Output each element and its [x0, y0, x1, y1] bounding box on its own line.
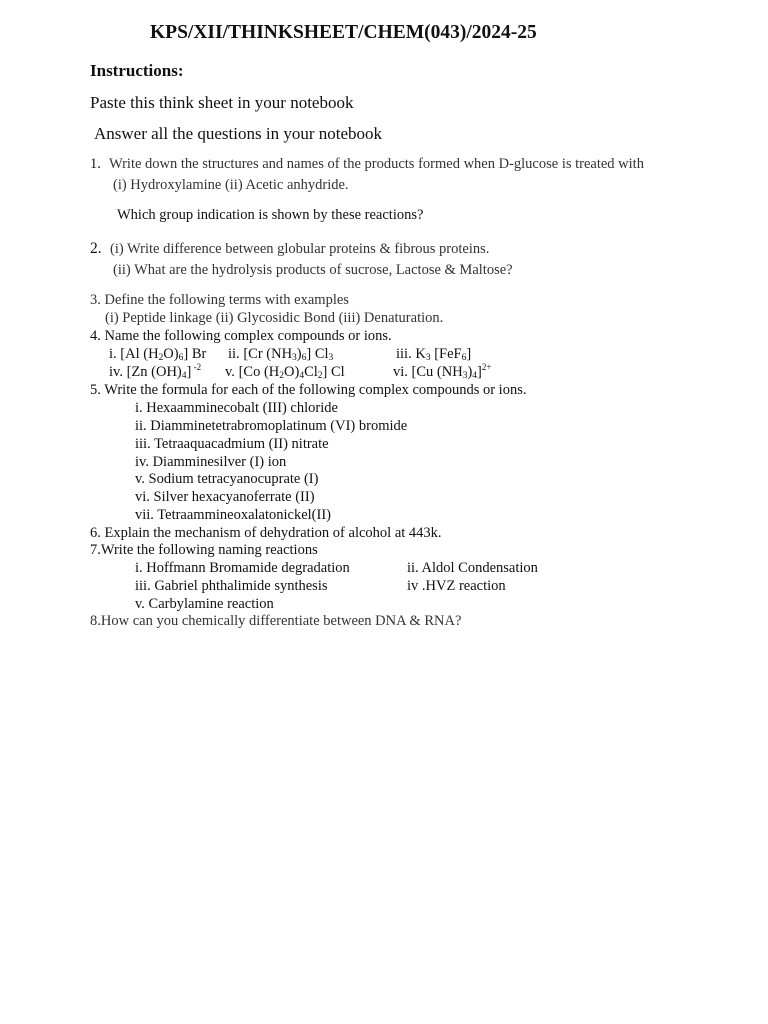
instruction-2: Answer all the questions in your notebook [94, 124, 383, 143]
subscript: 2 [317, 371, 323, 381]
document-title: KPS/XII/THINKSHEET/CHEM(043)/2024-25 [150, 22, 537, 43]
question-7-text: 7.Write the following naming reactions [90, 542, 318, 558]
subscript: 3 [328, 353, 334, 363]
subscript: 2 [279, 371, 284, 381]
q7-item: ii. Aldol Condensation [407, 560, 538, 576]
instruction-1: Paste this think sheet in your notebook [90, 93, 354, 112]
question-4-text: 4. Name the following complex compounds or ions. [90, 328, 392, 344]
q5-item: vii. Tetraammineoxalatonickel(II) [135, 507, 331, 523]
q5-item: vi. Silver hexacyanoferrate (II) [135, 489, 315, 505]
question-2-number: 2. [90, 240, 102, 257]
formula-part: [Zn (OH) [126, 364, 182, 380]
question-6-text: 6. Explain the mechanism of dehydration of alcohol at 443k. [90, 525, 442, 541]
subscript: 4 [472, 371, 478, 381]
q7-item: i. Hoffmann Bromamide degradation [135, 560, 350, 576]
superscript-charge: -2 [191, 362, 202, 372]
formula-part: ] Br [183, 346, 207, 362]
complex-item-iii [396, 345, 471, 363]
q5-item: ii. Diamminetetrabromoplatinum (VI) bromide [135, 418, 408, 434]
item-label: ii. [228, 346, 240, 362]
superscript-charge: 2+ [481, 362, 492, 372]
formula-part: ] Cl [322, 364, 345, 380]
question-3-parts: (i) Peptide linkage (ii) Glycosidic Bond (iii) Denaturation. [105, 310, 444, 326]
q5-item: i. Hexaamminecobalt (III) chloride [135, 400, 338, 416]
formula-part: O) [163, 346, 179, 362]
question-8-text: 8.How can you chemically differentiate between DNA & RNA? [90, 613, 462, 629]
subscript: 3 [462, 371, 468, 381]
formula-part: [FeF [430, 346, 462, 362]
item-label: iii. [396, 346, 412, 362]
formula-part: ] Cl [306, 346, 329, 362]
question-2-part-1: (i) Write difference between globular proteins & fibrous proteins. [110, 241, 490, 257]
formula-part: ] [466, 346, 472, 362]
question-1-followup: Which group indication is shown by these reactions? [117, 207, 424, 223]
question-1-number: 1. [90, 156, 101, 172]
q5-item: v. Sodium tetracyanocuprate (I) [135, 471, 319, 487]
subscript: 4 [181, 371, 187, 381]
subscript: 4 [299, 371, 305, 381]
complex-item-iv [109, 363, 201, 381]
question-5-text: 5. Write the formula for each of the following complex compounds or ions. [90, 382, 527, 398]
formula-part: ) [296, 346, 302, 362]
subscript: 3 [425, 353, 431, 363]
item-label: vi. [393, 364, 408, 380]
formula-part: [Cr (NH [243, 346, 293, 362]
formula-part: ] [477, 364, 482, 380]
subscript: 6 [178, 353, 184, 363]
q7-item: iii. Gabriel phthalimide synthesis [135, 578, 328, 594]
formula-part: [Al (H [120, 346, 159, 362]
question-2-part-2: (ii) What are the hydrolysis products of sucrose, Lactose & Maltose? [113, 262, 513, 278]
formula-part: K [415, 346, 426, 362]
complex-item-v [225, 363, 345, 381]
complex-item-i [109, 345, 206, 363]
item-label: iv. [109, 364, 123, 380]
formula-part: ) [467, 364, 473, 380]
item-label: i. [109, 346, 117, 362]
instructions-heading: Instructions: [90, 61, 184, 80]
formula-part: O) [284, 364, 300, 380]
formula-part: [Cu (NH [411, 364, 463, 380]
q5-item: iv. Diamminesilver (I) ion [135, 454, 287, 470]
formula-part: ] [186, 364, 192, 380]
subscript: 6 [301, 353, 307, 363]
complex-item-ii [228, 345, 333, 363]
item-label: v. [225, 364, 235, 380]
complex-item-vi [393, 363, 491, 381]
subscript: 6 [461, 353, 467, 363]
formula-part: [Co (H [238, 364, 280, 380]
subscript: 2 [158, 353, 164, 363]
question-1-text: Write down the structures and names of the products formed when D-glucose is treated with [109, 156, 644, 172]
q7-item: iv .HVZ reaction [407, 578, 506, 594]
q5-item: iii. Tetraaquacadmium (II) nitrate [135, 436, 329, 452]
question-3-text: 3. Define the following terms with examples [90, 292, 349, 308]
formula-part: Cl [304, 364, 318, 380]
q7-item: v. Carbylamine reaction [135, 596, 274, 612]
subscript: 3 [292, 353, 297, 363]
question-1-parts: (i) Hydroxylamine (ii) Acetic anhydride. [113, 177, 349, 193]
